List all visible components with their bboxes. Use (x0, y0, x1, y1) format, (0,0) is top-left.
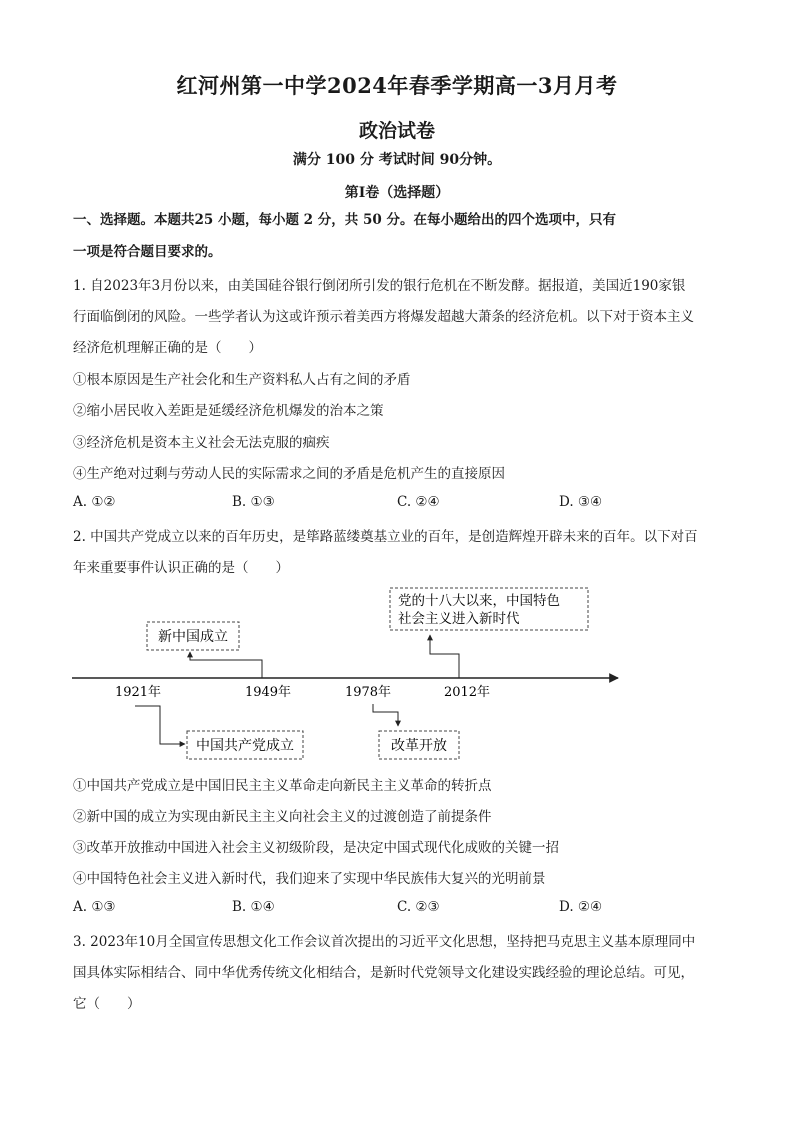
connector-1949 (190, 652, 262, 678)
section-heading-line1: 一、选择题。本题共25 小题，每小题 2 分，共 50 分。在每小题给出的四个选项中，只有 (73, 212, 616, 228)
q2-stem-line2: 年来重要事件认识正确的是（ ） (73, 560, 289, 576)
q2-statement-3: ③改革开放推动中国进入社会主义初级阶段，是决定中国式现代化成败的关键一招 (73, 840, 559, 856)
connector-2012 (430, 635, 459, 678)
part-title: 第Ⅰ卷（选择题） (344, 185, 450, 201)
event-2012-text-line1: 党的十八大以来，中国特色 (398, 593, 560, 609)
q1-option-d[interactable]: D. ③④ (559, 494, 603, 510)
q2-option-d[interactable]: D. ②④ (559, 899, 603, 915)
q1-option-c[interactable]: C. ②④ (397, 494, 440, 510)
q2-statement-1: ①中国共产党成立是中国旧民主主义革命走向新民主主义革命的转折点 (73, 778, 492, 794)
q2-option-b[interactable]: B. ①④ (232, 899, 275, 915)
q2-stem-line1: 2. 中国共产党成立以来的百年历史，是筚路蓝缕奠基立业的百年，是创造辉煌开辟未来的百年。以下对百 (73, 529, 698, 545)
q1-stem-line1: 1. 自2023年3月份以来，由美国硅谷银行倒闭所引发的银行危机在不断发酵。据报道，美国近190家银 (73, 278, 686, 294)
q1-option-b[interactable]: B. ①③ (232, 494, 275, 510)
exam-info: 满分 100 分 考试时间 90分钟。 (292, 152, 502, 168)
q1-option-a[interactable]: A. ①② (73, 494, 116, 510)
event-1921-text: 中国共产党成立 (196, 738, 294, 754)
q1-statement-1: ①根本原因是生产社会化和生产资料私人占有之间的矛盾 (73, 372, 411, 388)
q2-option-a[interactable]: A. ①③ (73, 899, 116, 915)
exam-title: 红河州第一中学2024年春季学期高一3月月考 (176, 73, 618, 98)
q1-stem-line2: 行面临倒闭的风险。一些学者认为这或许预示着美西方将爆发超越大萧条的经济危机。以下对于资本主义 (73, 309, 694, 325)
year-1921-label: 1921年 (114, 685, 162, 700)
event-1978-text: 改革开放 (391, 738, 447, 754)
subject-title: 政治试卷 (358, 120, 435, 142)
timeline-diagram (0, 580, 794, 780)
q1-statement-2: ②缩小居民收入差距是延缓经济危机爆发的治本之策 (73, 403, 384, 419)
q2-option-c[interactable]: C. ②③ (397, 899, 440, 915)
year-1978-label: 1978年 (344, 685, 392, 700)
q1-stem-line3: 经济危机理解正确的是（ ） (73, 340, 262, 356)
year-1949-label: 1949年 (244, 685, 292, 700)
q3-stem-line1: 3. 2023年10月全国宣传思想文化工作会议首次提出的习近平文化思想，坚持把马克思主义基本原理同中 (73, 934, 696, 950)
q2-statement-4: ④中国特色社会主义进入新时代，我们迎来了实现中华民族伟大复兴的光明前景 (73, 871, 546, 887)
q1-statement-4: ④生产绝对过剩与劳动人民的实际需求之间的矛盾是危机产生的直接原因 (73, 466, 505, 482)
q1-statement-3: ③经济危机是资本主义社会无法克服的痼疾 (73, 435, 330, 451)
q3-stem-line2: 国具体实际相结合、同中华优秀传统文化相结合，是新时代党领导文化建设实践经验的理论总结。可见， (73, 965, 694, 981)
q3-stem-line3: 它（ ） (73, 996, 141, 1012)
event-2012-text-line2: 社会主义进入新时代 (398, 611, 520, 627)
event-1949-text: 新中国成立 (158, 629, 228, 645)
connector-1978 (373, 704, 398, 726)
section-heading-line2: 一项是符合题目要求的。 (73, 244, 222, 260)
q2-statement-2: ②新中国的成立为实现由新民主主义向社会主义的过渡创造了前提条件 (73, 809, 492, 825)
year-2012-label: 2012年 (443, 685, 491, 700)
connector-1921 (135, 706, 185, 744)
